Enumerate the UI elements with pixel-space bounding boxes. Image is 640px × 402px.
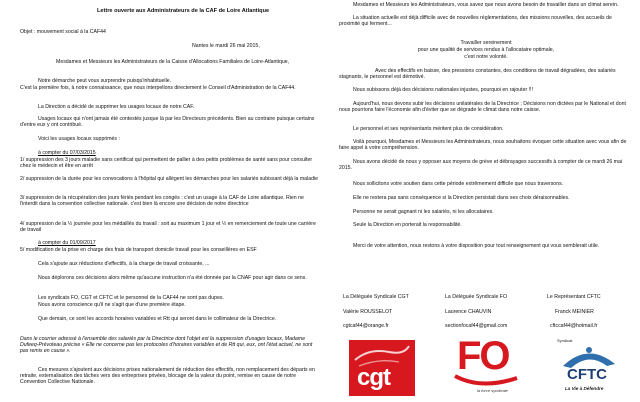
signatory-fo-role: La Déléguée Syndicale FO xyxy=(445,294,507,300)
list-item: 2/ suppression de la durée pour les convocations à l'hôpital qui allègent les démarches pour les salariés subissant déjà la maladie xyxy=(20,176,319,182)
date-heading: à compter du 07/03/2015 xyxy=(38,150,96,156)
cftc-logo-subtitle: La Vie à Défendre xyxy=(565,386,604,391)
para: Le personnel et ses représentants méritent plus de considération. xyxy=(353,126,504,132)
para: Elle ne restera pas sans conséquence si la Direction persistait dans ses choix déraisonnables. xyxy=(353,195,570,201)
cftc-logo-text: CFTC xyxy=(567,366,607,383)
date-heading: à compter du 01/09/2017 xyxy=(38,240,96,246)
signatory-cgt-role: La Déléguée Syndicale CGT xyxy=(343,294,409,300)
list-item: 4/ suppression de la ½ journée pour les médaillés du travail : soit au maximum 1 jour et ½ en remerciement de toute une carrière de travail xyxy=(20,221,316,234)
cgt-logo xyxy=(349,340,415,396)
signatory-cftc-name: Franck MEINIER xyxy=(555,309,594,315)
signatory-fo-name: Laurence CHAUVIN xyxy=(445,309,492,315)
list-item: 3/ suppression de la récupération des jours fériés pendant les congés : c'est un usage à la CAF de Loire atlantique. Rien ne l'interdit dans la convention collective nationale. c'est bien là encore une décision de notre directrice xyxy=(20,195,304,208)
para: Que demain, ce sont les accords horaires variables et Rtt qui seront dans le collimateur de la Directrice. xyxy=(38,316,277,322)
letter-title: Lettre ouverte aux Administrateurs de la CAF de Loire Atlantique xyxy=(97,8,270,14)
signatory-cgt-email: cgtcaf44@orange.fr xyxy=(343,323,389,329)
para: Voici les usages locaux supprimés : xyxy=(38,136,120,142)
emphasis-line: Travailler sereinement xyxy=(460,40,512,46)
para: Personne ne serait gagnant ni les salariés, ni les allocataires. xyxy=(353,209,494,215)
para: Nous avons décidé de nous y opposer aux moyens de grève et débrayages successifs à compter de ce mardi 26 mai 2015. xyxy=(339,159,623,172)
objet-line: Objet : mouvement social à la CAF44 xyxy=(20,29,106,35)
para: La Direction a décidé de supprimer les usages locaux de notre CAF. xyxy=(38,104,195,110)
para: Nous subissons déjà des décisions nationales injustes, pourquoi en rajouter !!! xyxy=(353,87,533,93)
fo-logo-text: FO xyxy=(457,334,509,378)
para: Aujourd'hui, nous devons subir les décisions unilatérales de la Directrice ; Décisions non dictées par le National et dont nous pourrions faire l'économie afin d'éviter que se dégrade le climat dans notre caisse. xyxy=(339,101,626,114)
para: Les syndicats FO, CGT et CFTC et le personnel de la CAF44 ne sont pas dupes. xyxy=(38,295,224,301)
quoted-para: Dans le courrier adressé à l'ensemble des salariés par la Directrice dont l'objet est la suppression d'usages locaux, Madame Dufeeq-Prévoteau précise « Elle ne concerne pas les protocoles d'horaires variables et de Rtt qui, eux, ont l'état actuel, ne sont pas remis en cause ». xyxy=(20,336,313,355)
emphasis-line: pour une qualité de services rendus à l'allocataire optimale, xyxy=(417,47,555,53)
date-line: Nantes le mardi 26 mai 2015, xyxy=(192,43,260,49)
para: Usages locaux qui n'ont jamais été contestés jusque là par les Directeurs précédents. Bien au contraire puisque certains d'entre eux y ont contribué. xyxy=(20,116,315,129)
para: Cela s'ajoute aux réductions d'effectifs, à la charge de travail croissante, ... xyxy=(38,261,210,267)
cgt-logo-text: cgt xyxy=(357,364,390,391)
signatory-cftc-role: Le Représentant CFTC xyxy=(547,294,601,300)
para: Nous avons conscience qu'il ne s'agit que d'une première étape. xyxy=(38,302,186,308)
para: Notre démarche peut vous surprendre puisqu'inhabituelle. xyxy=(38,78,172,84)
list-item: 5/ modification de la prise en charge des frais de transport domicile travail pour les conseillères en ESF xyxy=(20,247,257,253)
cftc-logo xyxy=(553,336,623,398)
emphasis-line: c'est notre volonté. xyxy=(464,54,508,60)
para: La situation actuelle est déjà difficile avec de nouvelles réglementations, des missions nouvelles, des accueils de proximité qui ferment... xyxy=(339,15,612,28)
fo-logo xyxy=(451,334,523,398)
signatory-cftc-email: cftccaf44@hotmail.fr xyxy=(550,323,598,329)
para: Merci de votre attention, nous restons à votre disposition pour tout renseignement qui vous semblerait utile. xyxy=(353,243,600,249)
para: Voilà pourquoi, Mesdames et Messieurs les Administrateurs, nous souhaitons évoquer cette situation avec vous afin de faire appel à votre compréhension. xyxy=(339,139,627,152)
letter-page-2 xyxy=(325,0,638,402)
fo-logo-subtitle: la force syndicale xyxy=(477,388,508,393)
para: Mesdames et Messieurs les Administrateurs, vous savez que nous avons besoin de travailler dans un climat serein. xyxy=(353,2,619,8)
para: Seule la Direction en porterait la responsabilité. xyxy=(353,222,462,228)
para: Nous déplorons ces décisions alors même qu'aucune instruction n'a été donnée par la CNAF pour agir dans ce sens. xyxy=(38,275,307,281)
para: Avec des effectifs en baisse, des pressions constantes, des conditions de travail dégradées, des salariés stagnants, le personnel est démotivé. xyxy=(339,68,616,81)
para: Ces mesures s'ajoutent aux décisions prises nationalement de réduction des effectifs, non remplacement des départs en retraite, externalisation des tâches vers des entreprises privées, blocage de la valeur du point, remise en cause de notre Convention Collective Nationale. xyxy=(20,367,315,386)
signatory-fo-email: sectionfocaf44@gmail.com xyxy=(445,323,508,329)
signatory-cgt-name: Valérie ROUSSELOT xyxy=(343,309,393,315)
letter-page-1 xyxy=(2,0,320,402)
para: C'est la première fois, à notre connaissance, que nous interpellons directement le Conseil d'Administration de la CAF44. xyxy=(20,85,296,91)
cftc-logo-top: Syndicat xyxy=(557,338,573,343)
list-item: 1/ suppression des 3 jours maladie sans certificat qui permettent de pallier à des petits problèmes de santé sans pour consulter chez le médecin et être en arrêt xyxy=(20,157,313,170)
salutation: Mesdames et Messieurs les Administrateurs de la Caisse d'Allocations Familiales de Loire-Atlantique, xyxy=(56,59,290,65)
para: Nous sollicitons votre soutien dans cette période extrêmement difficile que nous traversons. xyxy=(353,181,564,187)
